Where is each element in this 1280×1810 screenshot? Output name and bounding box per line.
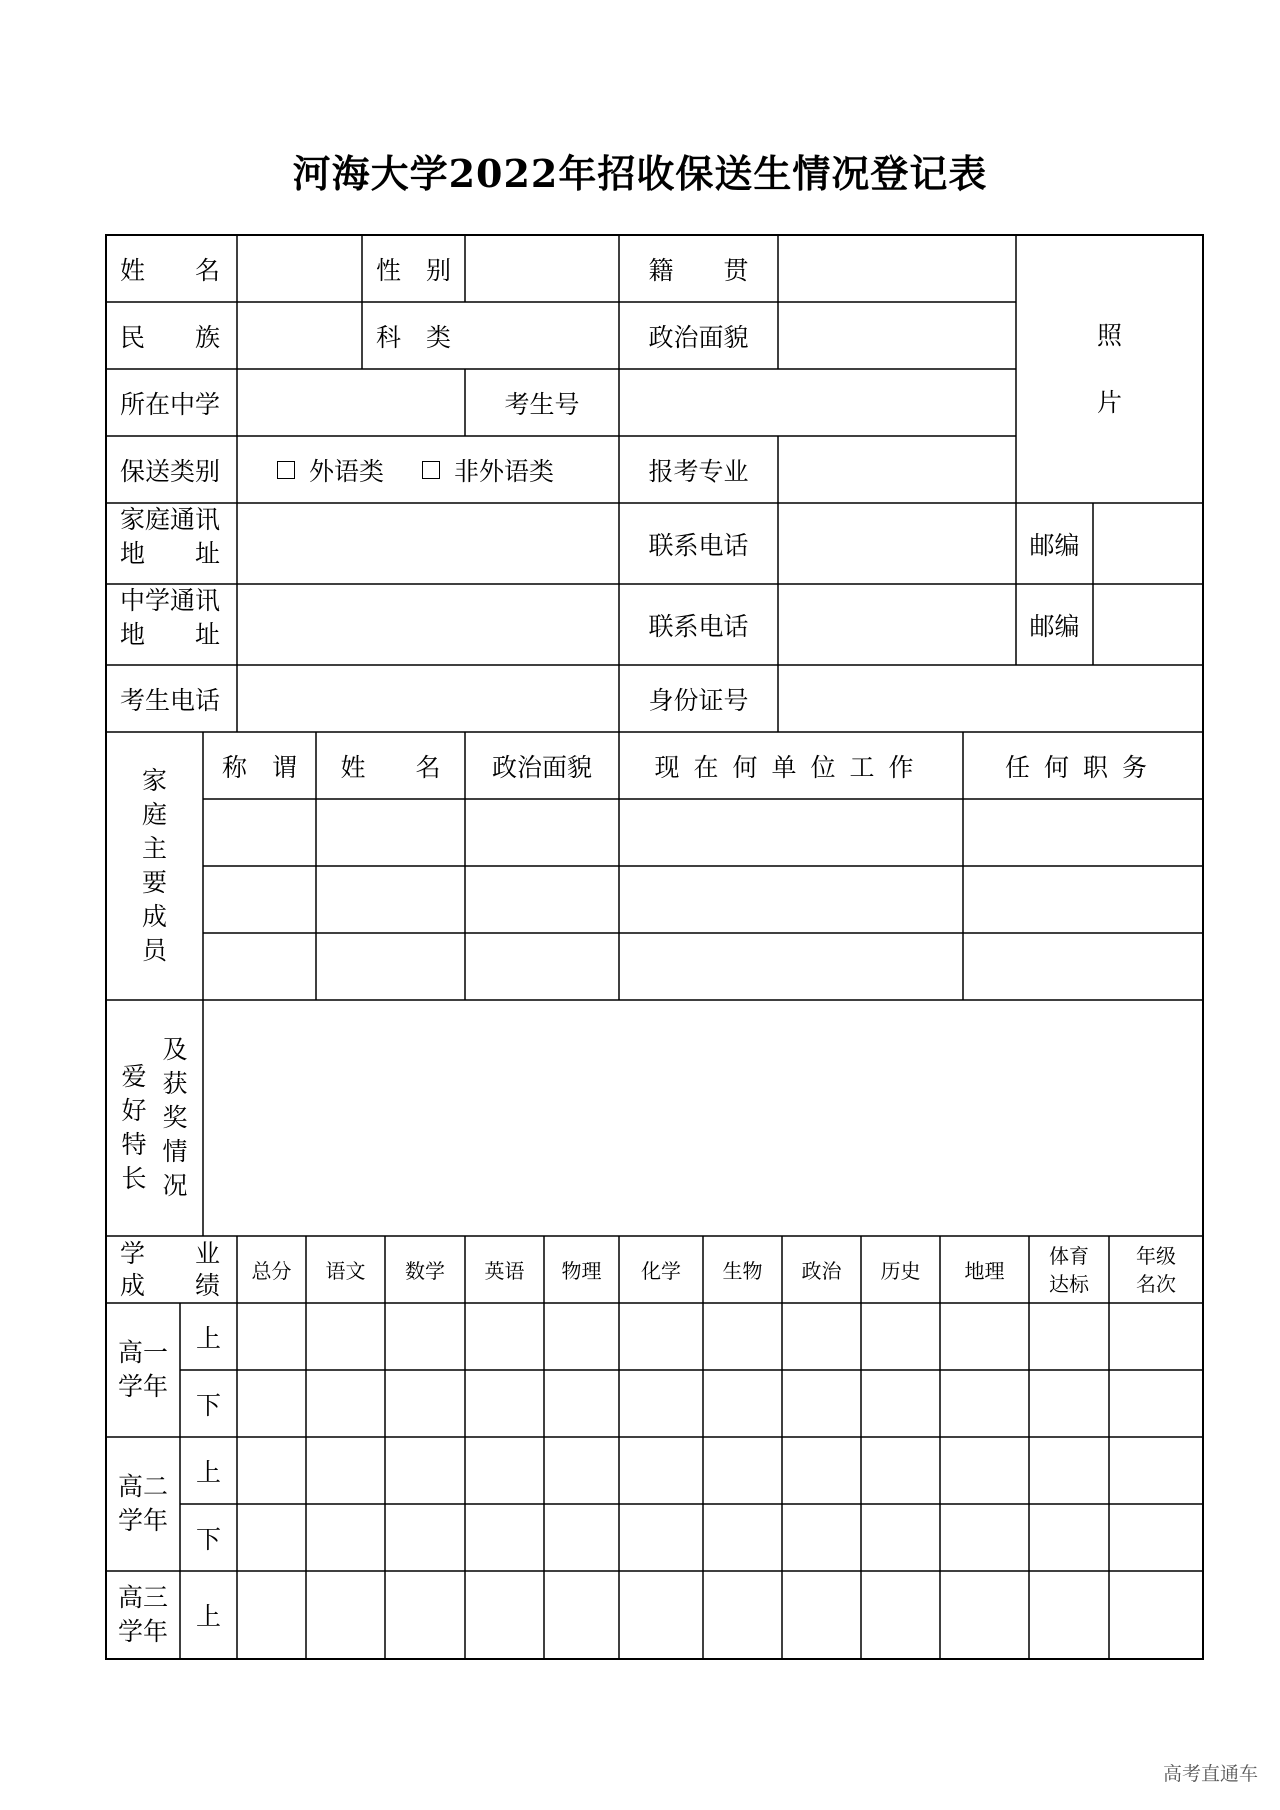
- rank-label-2: 名次: [1136, 1271, 1176, 1296]
- hobby-char: 获: [162, 1069, 188, 1098]
- home-addr-label-2: 地 址: [120, 539, 221, 568]
- hobby-char: 好: [121, 1096, 147, 1125]
- origin-field[interactable]: [778, 235, 1016, 302]
- gender-field[interactable]: [465, 235, 619, 302]
- political-label: 政治面貌: [648, 322, 749, 352]
- subject-label: 科 类: [375, 322, 451, 352]
- photo-label-1: 照: [1096, 321, 1122, 350]
- hobby-char: 情: [162, 1137, 188, 1166]
- exam-id-field[interactable]: [619, 369, 1016, 436]
- political-field[interactable]: [778, 302, 1016, 369]
- year-3-l2: 学年: [117, 1617, 168, 1646]
- school-field[interactable]: [237, 369, 465, 436]
- pe-label-1: 体育: [1049, 1243, 1089, 1268]
- hobby-char: 奖: [162, 1103, 188, 1132]
- subject-english: 英语: [484, 1259, 525, 1283]
- family-side-char: 家: [141, 766, 167, 795]
- id-field[interactable]: [778, 665, 1203, 732]
- student-phone-field[interactable]: [237, 665, 619, 732]
- subject-history: 历史: [880, 1259, 921, 1283]
- hobby-label-col2: [163, 1033, 188, 1203]
- family-side-label: [106, 732, 203, 1000]
- ethnic-label: 民 族: [120, 322, 221, 352]
- term-label: 下: [195, 1524, 221, 1554]
- family-side-char: 员: [141, 936, 167, 965]
- school-phone-field[interactable]: [778, 584, 1016, 665]
- year-2-l2: 学年: [117, 1506, 168, 1535]
- family-header-name: 姓 名: [340, 752, 441, 782]
- grades-header-2: 成 绩: [120, 1270, 221, 1300]
- family-header-workplace: 现在何单位工作: [654, 752, 928, 782]
- subject-physics: 物理: [561, 1259, 602, 1283]
- category-options: [237, 436, 619, 503]
- family-side-char: 主: [141, 834, 167, 863]
- school-addr-label-2: 地 址: [120, 620, 221, 649]
- category-opt2-label: 非外语类: [454, 456, 555, 486]
- subject-chemistry: 化学: [641, 1259, 681, 1283]
- term-label: 上: [195, 1323, 221, 1353]
- major-field[interactable]: [778, 436, 1016, 503]
- id-label: 身份证号: [648, 685, 749, 715]
- hobby-char: 爱: [121, 1062, 147, 1091]
- checkbox-icon[interactable]: [422, 461, 440, 479]
- grades-header-label: [106, 1236, 237, 1303]
- home-addr-label-1: 家庭通讯: [120, 505, 221, 534]
- major-label: 报考专业: [648, 456, 749, 486]
- home-phone-field[interactable]: [778, 503, 1016, 584]
- hobby-char: 长: [121, 1164, 147, 1193]
- home-zip-field[interactable]: [1093, 503, 1203, 584]
- school-zip-field[interactable]: [1093, 584, 1203, 665]
- photo-box[interactable]: [1016, 235, 1203, 503]
- family-side-char: 成: [141, 902, 167, 931]
- school-phone-label: 联系电话: [648, 611, 749, 641]
- family-header-relation: 称 谓: [221, 752, 297, 782]
- rank-label-1: 年级: [1136, 1243, 1176, 1268]
- year-1-l1: 高一: [117, 1338, 168, 1367]
- term-label: 下: [195, 1390, 221, 1420]
- checkbox-icon[interactable]: [277, 461, 295, 479]
- year-label-2: [106, 1437, 180, 1571]
- family-side-char: 庭: [141, 800, 167, 829]
- subject-geography: 地理: [964, 1259, 1005, 1283]
- subject-total: 总分: [251, 1259, 292, 1283]
- subject-biology: 生物: [722, 1259, 763, 1283]
- subject-chinese: 语文: [325, 1259, 366, 1283]
- home-zip-label: 邮编: [1029, 530, 1080, 560]
- category-option-foreign[interactable]: [277, 452, 384, 488]
- family-header-position: 任何职务: [1004, 752, 1161, 782]
- family-header-political: 政治面貌: [491, 752, 592, 782]
- year-label-3: [106, 1571, 180, 1659]
- year-label-1: [106, 1303, 180, 1437]
- grades-header-1: 学 业: [120, 1238, 221, 1268]
- student-phone-label: 考生电话: [120, 685, 221, 715]
- home-phone-label: 联系电话: [648, 530, 749, 560]
- home-addr-field[interactable]: [237, 503, 619, 584]
- exam-id-label: 考生号: [504, 389, 580, 419]
- hobby-char: 况: [162, 1171, 188, 1200]
- hobby-field[interactable]: [203, 1000, 1203, 1236]
- hobby-char: 特: [121, 1130, 147, 1159]
- hobby-label-col1: [121, 1060, 146, 1196]
- family-side-char: 要: [141, 868, 167, 897]
- school-zip-label: 邮编: [1029, 611, 1080, 641]
- subject-field[interactable]: [465, 302, 619, 369]
- origin-label: 籍 贯: [648, 255, 749, 285]
- school-addr-label: [106, 584, 237, 665]
- hobby-char: 及: [162, 1035, 188, 1064]
- name-field[interactable]: [237, 235, 362, 302]
- school-label: 所在中学: [120, 389, 221, 419]
- name-label: 姓 名: [120, 255, 221, 285]
- watermark: 高考直通车: [1162, 1763, 1258, 1785]
- year-2-l1: 高二: [117, 1472, 168, 1501]
- year-3-l1: 高三: [117, 1583, 168, 1612]
- term-label: 上: [195, 1457, 221, 1487]
- school-addr-field[interactable]: [237, 584, 619, 665]
- hobby-label: [106, 1000, 203, 1236]
- subject-pe: [1029, 1236, 1109, 1303]
- home-addr-label: [106, 503, 237, 584]
- gender-label: 性 别: [375, 255, 451, 285]
- category-opt1-label: 外语类: [309, 456, 385, 486]
- subject-rank: [1109, 1236, 1203, 1303]
- school-addr-label-1: 中学通讯: [120, 586, 221, 615]
- category-option-nonforeign[interactable]: [422, 452, 554, 488]
- term-label: 上: [195, 1602, 221, 1631]
- subject-politics: 政治: [801, 1259, 842, 1283]
- year-1-l2: 学年: [117, 1372, 168, 1401]
- subject-math: 数学: [405, 1259, 445, 1283]
- ethnic-field[interactable]: [237, 302, 362, 369]
- page-title: 河海大学2022年招收保送生情况登记表: [292, 151, 988, 196]
- pe-label-2: 达标: [1049, 1271, 1089, 1296]
- category-label: 保送类别: [120, 456, 221, 486]
- photo-label-2: 片: [1096, 388, 1122, 417]
